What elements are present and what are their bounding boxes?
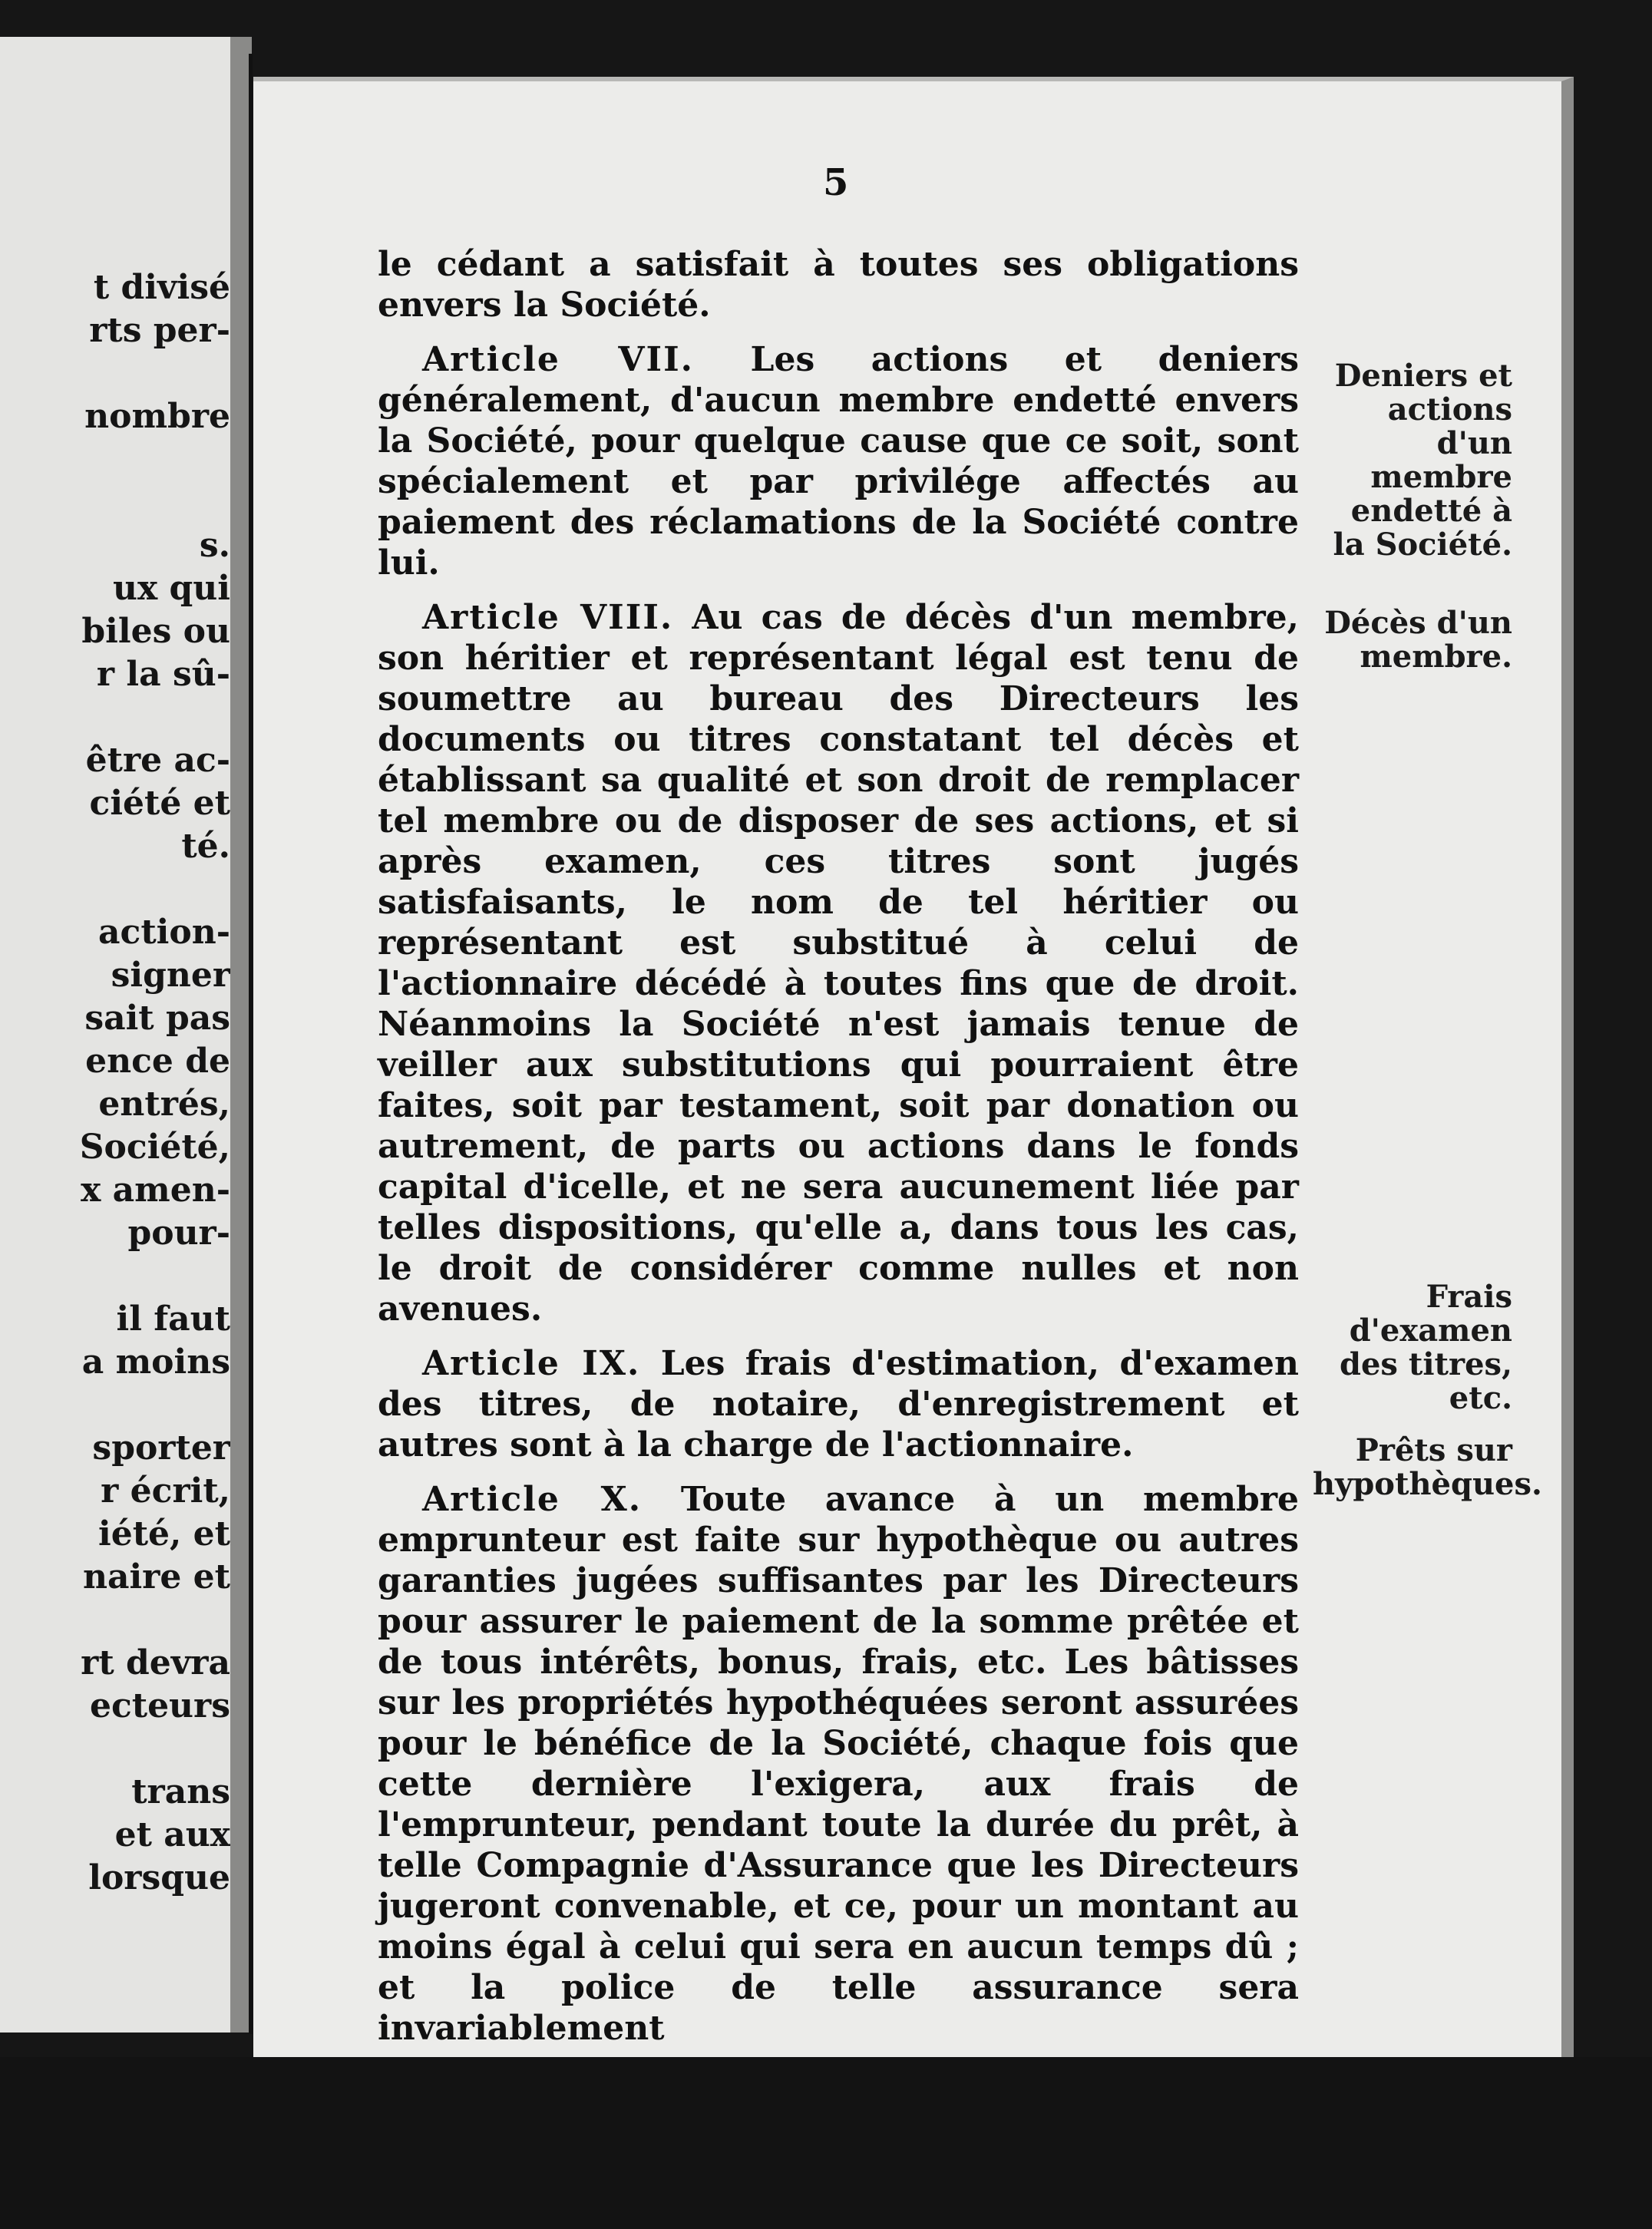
scan-border xyxy=(0,2057,1652,2229)
left-page-line: sait pas xyxy=(84,999,230,1038)
left-page-line: lorsque xyxy=(88,1858,230,1897)
left-page-line: r écrit, xyxy=(101,1471,230,1511)
left-page-line: r la sû- xyxy=(96,655,230,694)
margin-note-deniers: Deniers et actions d'un membre endetté à la Société. xyxy=(1333,358,1512,563)
left-page-line: a moins xyxy=(81,1342,230,1382)
left-page-line: trans xyxy=(131,1772,230,1811)
left-page-line: naire et xyxy=(82,1557,230,1597)
left-page-line: rt devra xyxy=(81,1643,230,1682)
margin-note-prets: Prêts sur hypothèques. xyxy=(1313,1432,1542,1502)
left-page-line: signer xyxy=(111,956,230,995)
article-x-label: Article X. xyxy=(422,1480,643,1519)
page-number: 5 xyxy=(823,161,849,204)
left-page-line: ciété et xyxy=(89,784,230,823)
left-page-line: entrés, xyxy=(98,1085,230,1124)
left-page-line: té. xyxy=(181,827,230,866)
article-vii xyxy=(378,339,1299,583)
binding-line xyxy=(249,54,253,2034)
margin-note-frais: Frais d'examen des titres, etc. xyxy=(1340,1279,1512,1416)
left-page-line: iété, et xyxy=(98,1514,230,1554)
left-page-line: il faut xyxy=(116,1299,230,1339)
left-page-line: Société, xyxy=(79,1128,230,1167)
left-page-line: et aux xyxy=(114,1815,230,1854)
left-page-line: ecteurs xyxy=(89,1686,230,1725)
left-page-line: t divisé xyxy=(93,268,230,307)
article-vii-label: Article VII. xyxy=(422,340,695,379)
article-viii-label: Article VIII. xyxy=(422,598,674,637)
left-page-line: x amen- xyxy=(81,1171,230,1210)
left-page-line: nombre xyxy=(84,397,230,436)
article-vii-text: Les actions et deniers généralement, d'aucun membre endetté envers la Société, pour quelque cause que ce soit, sont spécialement et par privilége affectés au paiement des réclamations de la Société contre lui. xyxy=(378,340,1299,583)
left-page-line: biles ou xyxy=(81,612,230,651)
body-text xyxy=(378,244,1299,2062)
left-page-line: ux qui xyxy=(112,569,230,608)
left-page-line: ence de xyxy=(85,1042,230,1081)
article-ix-text: Les frais d'estimation, d'examen des titres, de notaire, d'enregistrement et autres sont à la charge de l'actionnaire. xyxy=(378,1344,1299,1465)
left-page-fragment xyxy=(0,37,235,2033)
opening-paragraph: le cédant a satisfait à toutes ses obligations envers la Société. xyxy=(378,245,1299,325)
article-viii-text: Au cas de décès d'un membre, son héritier et représentant légal est tenu de soumettre au bureau des Directeurs les documents ou titres constatant tel décès et établissant sa qualité et son droit de remplacer tel membre ou de disposer de ses actions, et si après examen, ces titres sont jugés satisfaisants, le nom de tel héritier ou représentant est substitué à celui de l'actionnaire décédé à toutes fins que de droit. Néanmoins la Société n'est jamais tenue de veiller aux substitutions qui pourraient être faites, soit par testament, soit par donation ou autrement, de parts ou actions dans le fonds capital d'icelle, et ne sera aucunement liée par telles dispositions, qu'elle a, dans tous les cas, le droit de considérer comme nulles et non avenues. xyxy=(378,598,1299,1329)
article-viii xyxy=(378,597,1299,1329)
article-ix xyxy=(378,1343,1299,1465)
article-ix-label: Article IX. xyxy=(422,1344,641,1383)
left-page-line: pour- xyxy=(127,1214,230,1253)
left-page-line: s. xyxy=(199,526,230,565)
margin-note-deces: Décès d'un membre. xyxy=(1324,605,1512,675)
left-page-line: action- xyxy=(98,913,230,952)
left-page-line: sporter xyxy=(92,1428,230,1468)
left-page-line: être ac- xyxy=(85,741,230,780)
article-x-text: Toute avance à un membre emprunteur est faite sur hypothèque ou autres garanties jugées suffisantes par les Directeurs pour assurer le paiement de la somme prêtée et de tous intérêts, bonus, frais, etc. Les bâtisses sur les propriétés hypothéquées seront assurées pour le bénéfice de la Société, chaque fois que cette dernière l'exigera, aux frais de l'emprunteur, pendant toute la durée du prêt, à telle Compagnie d'Assurance que les Directeurs jugeront convenable, et ce, pour un montant au moins égal à celui qui sera en aucun temps dû ; et la police de telle assurance sera invariablement xyxy=(378,1480,1300,2048)
left-page-line: rts per- xyxy=(89,311,230,350)
article-x xyxy=(378,1479,1299,2049)
